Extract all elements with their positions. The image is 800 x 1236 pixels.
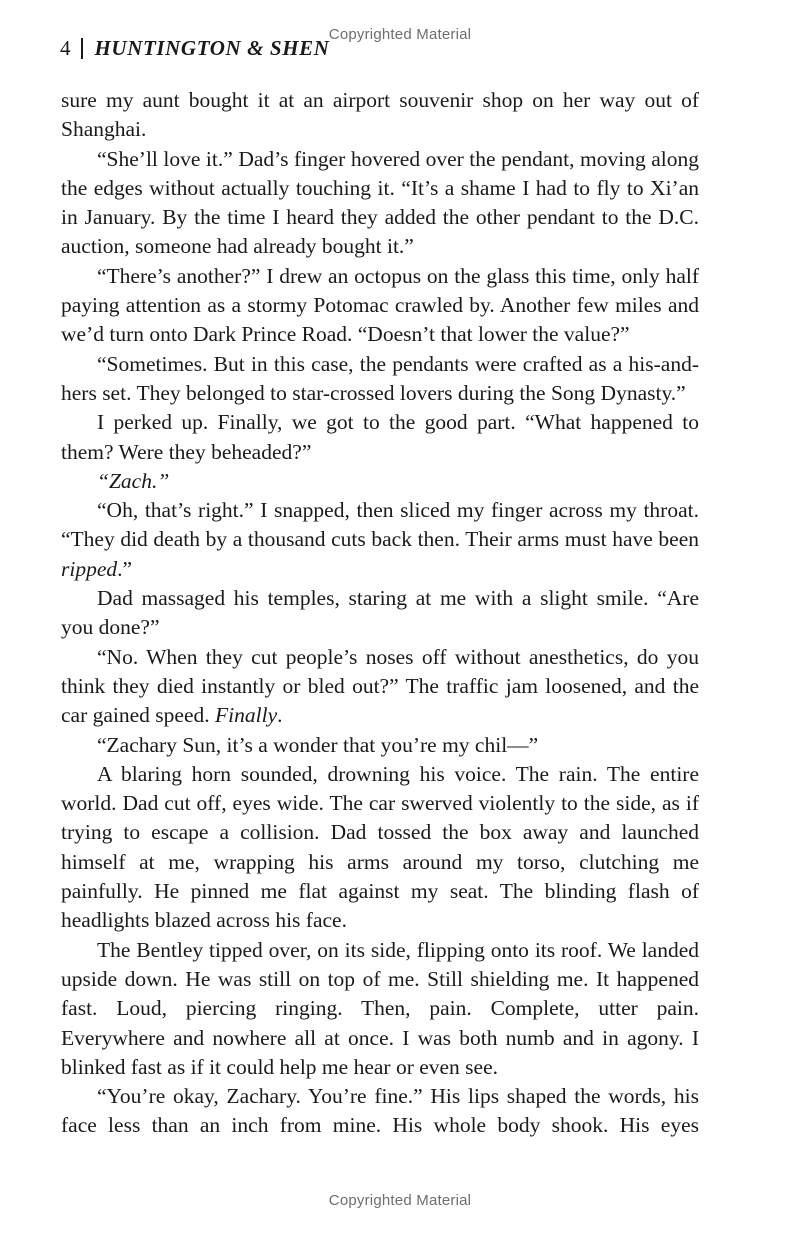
- paragraph: The Bentley tipped over, on its side, flipping onto its roof. We landed upside down. He was still on top of me. Still shielding me. It happened fast. Loud, piercing ringing. Then, pain. Complete, utter pain. Everywhere and nowhere all at once. I was both numb and in agony. I blinked fast as if it could help me hear or even see.: [61, 937, 699, 1079]
- paragraph: “She’ll love it.” Dad’s finger hovered over the pendant, moving along the edges without actually touching it. “It’s a shame I had to fly to Xi’an in January. By the time I heard they added the other pendant to the D.C. auction, someone had already bought it.”: [61, 146, 699, 259]
- paragraph: sure my aunt bought it at an airport souvenir shop on her way out of Shanghai.: [61, 88, 699, 142]
- header-authors: HUNTINGTON & SHEN: [94, 36, 330, 60]
- copyright-watermark-bottom: Copyrighted Material: [328, 1192, 472, 1209]
- paragraph: “Zachary Sun, it’s a wonder that you’re my chil—”: [97, 732, 539, 757]
- emphasis: “Zach.”: [97, 468, 170, 493]
- emphasis: Finally: [215, 703, 278, 728]
- text-run: “Oh, that’s right.” I snapped, then sliced my finger across my throat. “They did death by a thousand cuts back then. Their arms must have been: [61, 498, 699, 552]
- emphasis: ripped: [61, 556, 118, 581]
- paragraph: A blaring horn sounded, drowning his voice. The rain. The entire world. Dad cut off, eyes wide. The car swerved violently to the side, as if trying to escape a collision. Dad tossed the box away and launched himself at me, wrapping his arms around my torso, clutching me painfully. He pinned me flat against my seat. The blinding flash of headlights blazed across his face.: [61, 761, 699, 933]
- paragraph: I perked up. Finally, we got to the good part. “What happened to them? Were they beheaded?”: [61, 410, 699, 464]
- header-divider: [81, 38, 83, 59]
- paragraph: [61, 496, 699, 584]
- text-run: .: [277, 703, 283, 728]
- copyright-watermark-top: Copyrighted Material: [328, 26, 472, 43]
- paragraph: “You’re okay, Zachary. You’re fine.” His lips shaped the words, his face less than an inch from mine. His whole body shook. His eyes: [61, 1084, 699, 1138]
- paragraph: “There’s another?” I drew an octopus on the glass this time, only half paying attention as a stormy Potomac crawled by. Another few miles and we’d turn onto Dark Prince Road. “Doesn’t that lower the value?”: [61, 263, 699, 347]
- page-number: 4: [60, 36, 71, 60]
- body-text: [61, 86, 699, 1141]
- running-header: [60, 36, 330, 61]
- text-run: .”: [117, 556, 133, 581]
- text-run: “No. When they cut people’s noses off without anesthetics, do you think they died instantly or bled out?” The traffic jam loosened, and the car gained speed.: [61, 644, 699, 728]
- paragraph: [61, 467, 699, 496]
- paragraph: “Sometimes. But in this case, the pendants were crafted as a his-and-hers set. They belonged to star-crossed lovers during the Song Dynasty.”: [61, 351, 699, 405]
- paragraph: Dad massaged his temples, staring at me with a slight smile. “Are you done?”: [61, 586, 699, 640]
- paragraph: [61, 643, 699, 731]
